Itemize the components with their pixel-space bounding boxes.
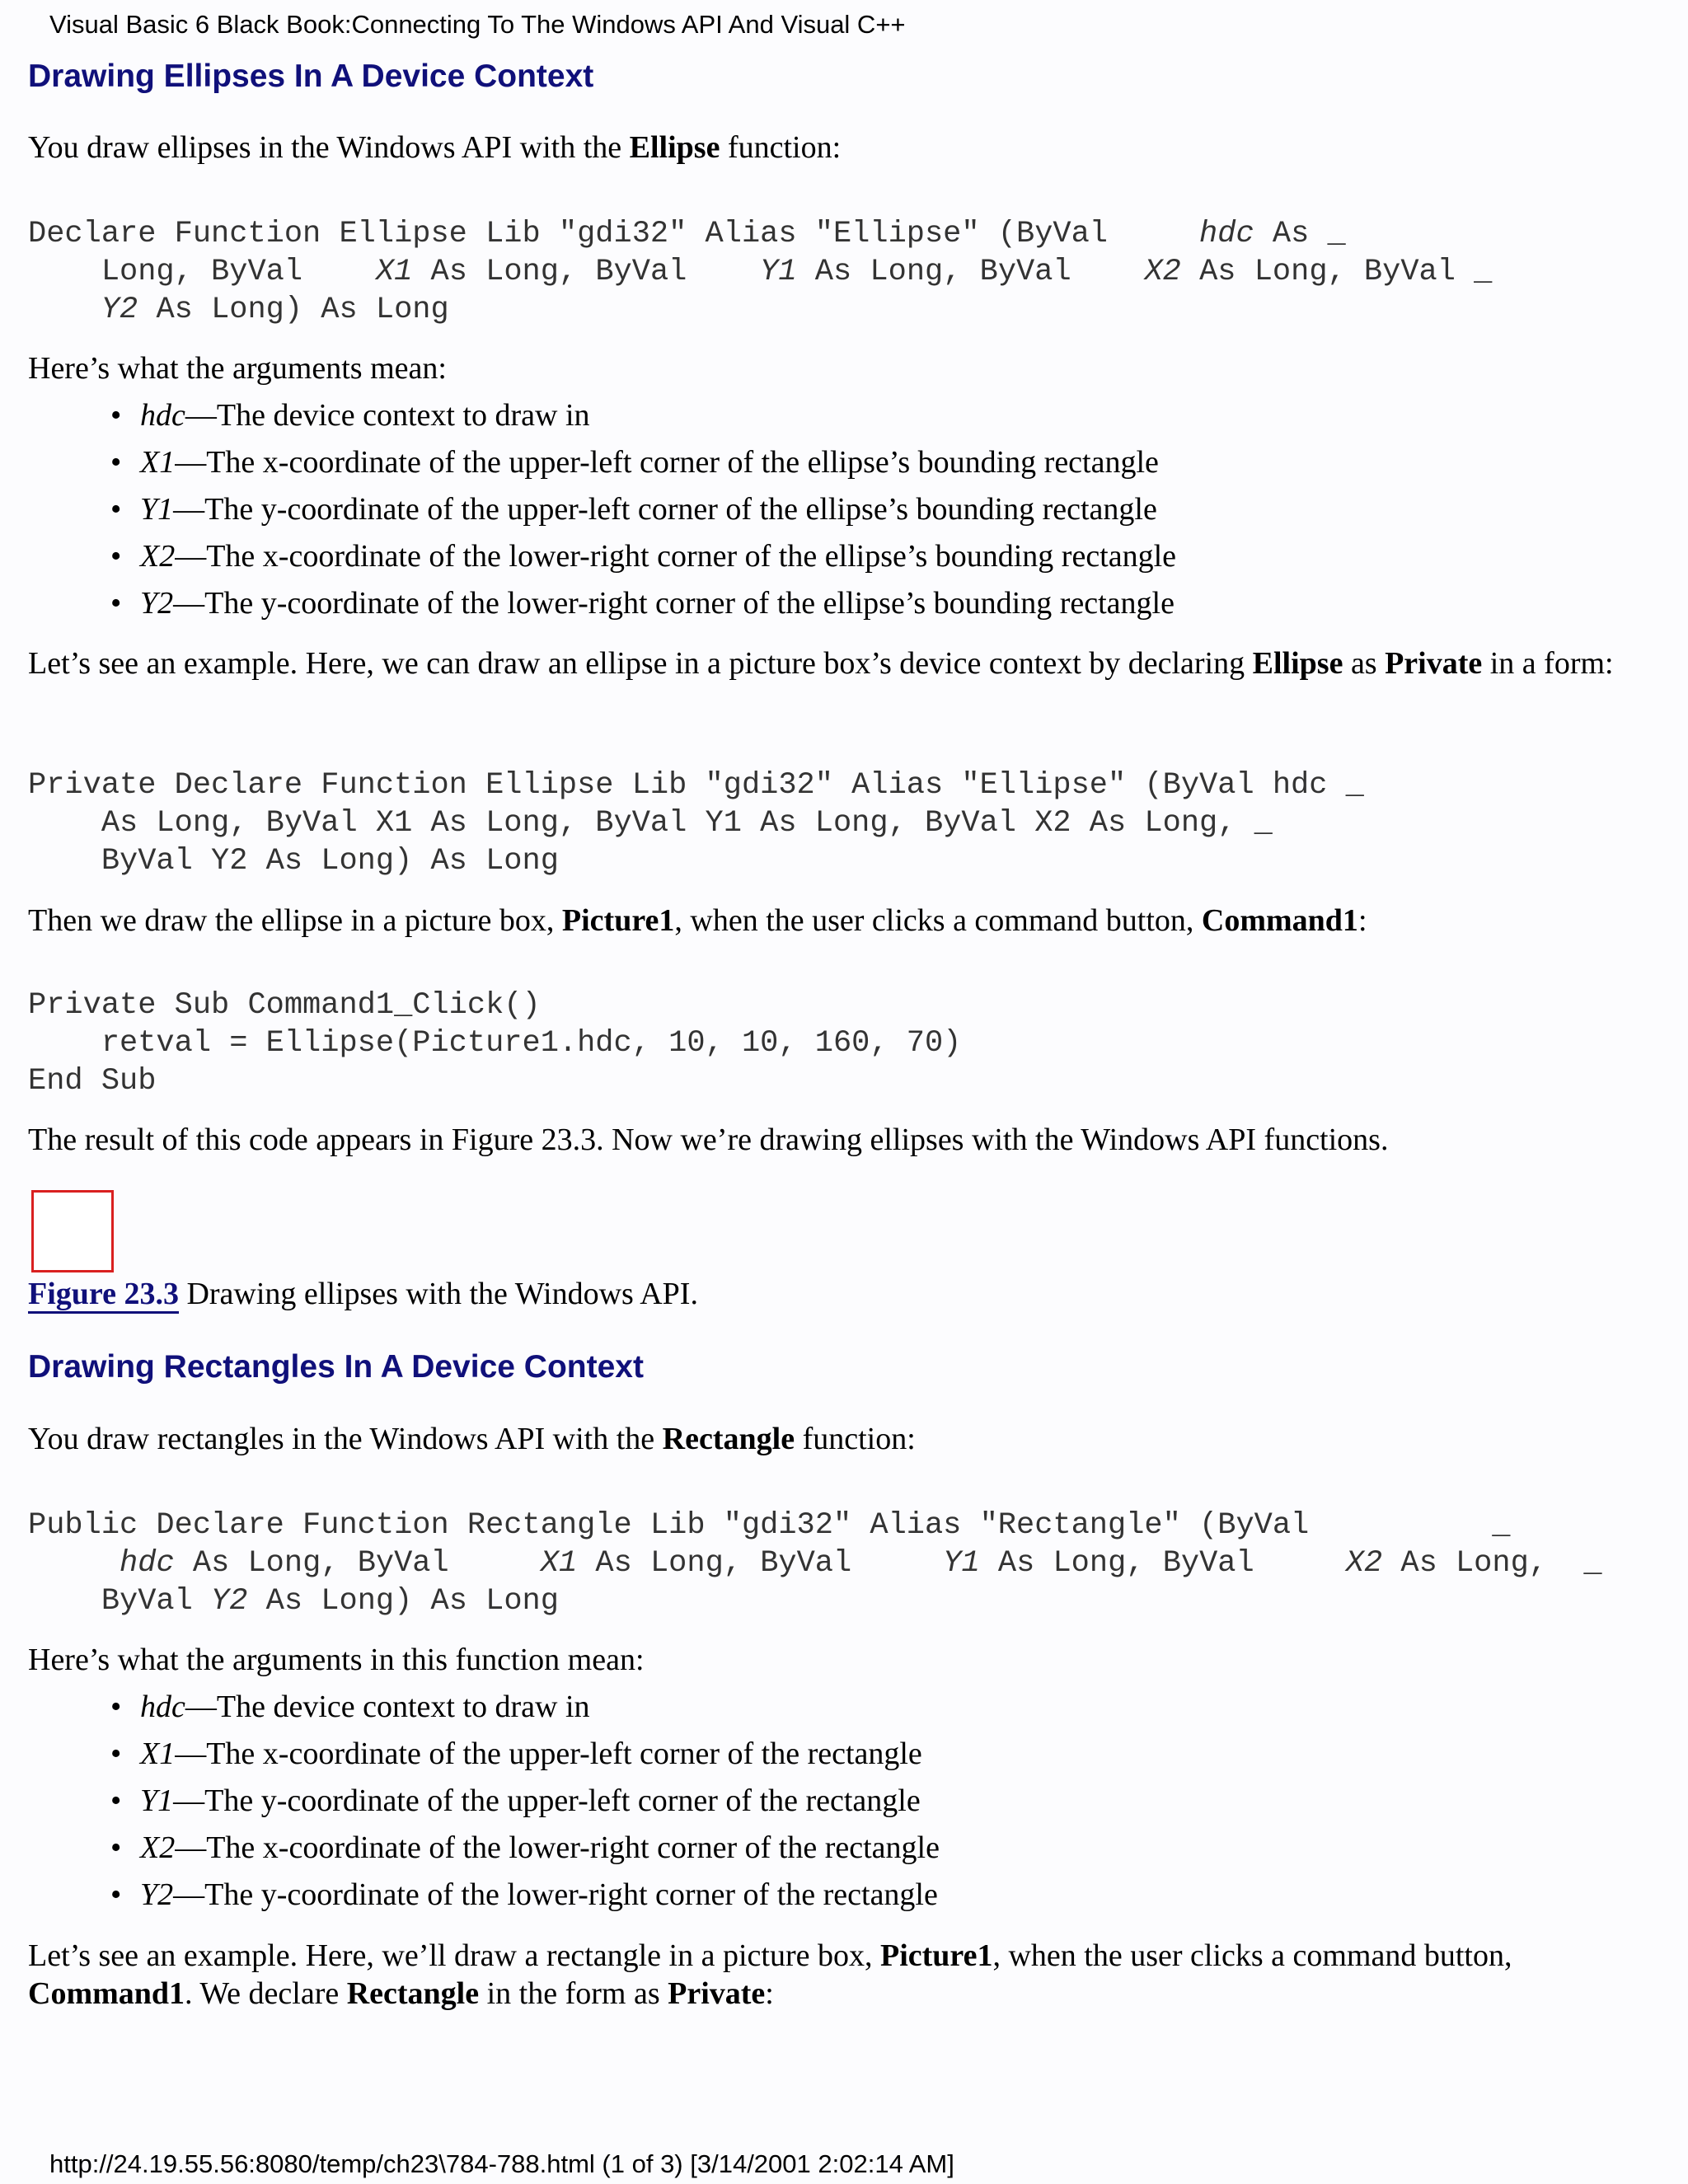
paragraph-text: in the form as (479, 1976, 668, 2011)
bold-term: Rectangle (346, 1976, 480, 2011)
paragraph-text: Then we draw the ellipse in a picture box, (28, 903, 562, 938)
ellipse-function-name: Ellipse (629, 130, 720, 165)
code-text: As Long, ByVal (577, 1546, 944, 1581)
code-text: As Long, ByVal (979, 1546, 1346, 1581)
code-text (28, 1546, 120, 1581)
list-item (28, 1778, 940, 1825)
bold-term: Private (668, 1976, 766, 2011)
bold-term: Private (1385, 646, 1483, 681)
arg-name: X1 (140, 1736, 176, 1771)
arg-name: hdc (140, 398, 185, 433)
rectangle-declaration-code (28, 1507, 1602, 1620)
arg-description: —The device context to draw in (185, 1690, 590, 1724)
code-text: As Long, ByVal (412, 255, 761, 289)
code-text: As Long, ByVal _ (1180, 255, 1493, 289)
paragraph-text: Let’s see an example. Here, we can draw an ellipse in a picture box’s device context by declaring (28, 646, 1253, 681)
ellipse-private-declaration-code: Private Declare Function Ellipse Lib "gdi32" Alias "Ellipse" (ByVal hdc _ As Long, ByVal X1 As Long, ByVal Y1 As Long, ByVal X2 As Long, _ ByVal Y2 As Long) As Long (28, 768, 1364, 879)
paragraph-text: in a form: (1482, 646, 1614, 681)
arg-description: —The x-coordinate of the upper-left corner of the ellipse’s bounding rectangle (175, 445, 1159, 480)
arg-name: X1 (140, 445, 176, 480)
page-header-title: Visual Basic 6 Black Book:Connecting To The Windows API And Visual C++ (49, 10, 906, 39)
list-item (28, 392, 1176, 439)
paragraph-text: : (1357, 903, 1367, 938)
arg-name: hdc (140, 1690, 185, 1724)
code-text: As Long, _ (1382, 1546, 1602, 1581)
bold-term: Command1 (28, 1976, 185, 2011)
rectangle-section-heading: Drawing Rectangles In A Device Context (28, 1349, 644, 1385)
ellipse-result-paragraph: The result of this code appears in Figure 23.3. Now we’re drawing ellipses with the Windows API functions. (28, 1122, 1389, 1157)
bold-term: Ellipse (1252, 646, 1343, 681)
paragraph-text: , when the user clicks a command button, (992, 1938, 1512, 1973)
ellipse-intro-tail: function: (720, 130, 842, 165)
code-text: Declare Function Ellipse Lib "gdi32" Alias "Ellipse" (ByVal (28, 217, 1200, 251)
ellipse-args-list (28, 392, 1176, 627)
code-text: Public Declare Function Rectangle Lib "gdi32" Alias "Rectangle" (ByVal _ (28, 1508, 1511, 1543)
paragraph-text: . We declare (185, 1976, 347, 2011)
arg-name: X2 (140, 1830, 176, 1865)
rectangle-example-paragraph (28, 1937, 1643, 2013)
rectangle-intro-paragraph (28, 1420, 1643, 1458)
code-arg-hdc: hdc (120, 1546, 175, 1581)
code-arg-hdc: hdc (1199, 217, 1254, 251)
code-text: As Long, ByVal (174, 1546, 541, 1581)
paragraph-text: : (765, 1976, 774, 2011)
list-item (28, 1684, 940, 1731)
figure-caption (28, 1275, 698, 1313)
code-text: ByVal (28, 1584, 212, 1619)
ellipse-args-intro: Here’s what the arguments mean: (28, 351, 447, 386)
arg-description: —The x-coordinate of the lower-right corner of the ellipse’s bounding rectangle (175, 539, 1177, 574)
paragraph-text: as (1343, 646, 1386, 681)
code-text: As _ (1254, 217, 1346, 251)
rectangle-args-intro: Here’s what the arguments in this function mean: (28, 1643, 645, 1677)
bold-term: Picture1 (879, 1938, 993, 1973)
page-footer-url: http://24.19.55.56:8080/temp/ch23\784-788.html (1 of 3) [3/14/2001 2:02:14 AM] (49, 2149, 954, 2178)
code-text: As Long) As Long (138, 293, 449, 327)
ellipse-declaration-code (28, 215, 1492, 329)
ellipse-example-paragraph (28, 644, 1643, 682)
code-text: Long, ByVal (28, 255, 376, 289)
list-item (28, 1872, 940, 1919)
arg-description: —The x-coordinate of the lower-right corner of the rectangle (175, 1830, 940, 1865)
arg-description: —The y-coordinate of the lower-right corner of the ellipse’s bounding rectangle (173, 586, 1175, 621)
code-arg-x2: X2 (1144, 255, 1181, 289)
ellipse-intro-paragraph (28, 129, 1643, 166)
code-arg-x2: X2 (1345, 1546, 1383, 1581)
code-arg-y2: Y2 (101, 293, 138, 327)
arg-name: Y2 (140, 1877, 174, 1912)
rectangle-function-name: Rectangle (662, 1422, 795, 1456)
code-arg-y1: Y1 (760, 255, 797, 289)
arg-description: —The y-coordinate of the upper-left corner of the ellipse’s bounding rectangle (173, 492, 1157, 527)
figure-caption-text: Drawing ellipses with the Windows API. (178, 1277, 698, 1311)
code-arg-y2: Y2 (211, 1584, 248, 1619)
bold-term: Command1 (1201, 903, 1358, 938)
ellipse-section-heading: Drawing Ellipses In A Device Context (28, 59, 594, 94)
ellipse-then-paragraph (28, 902, 1643, 940)
arg-description: —The device context to draw in (185, 398, 590, 433)
code-arg-y1: Y1 (943, 1546, 980, 1581)
paragraph-text: function: (795, 1422, 916, 1456)
list-item (28, 486, 1176, 533)
code-text: As Long) As Long (247, 1584, 559, 1619)
arg-name: X2 (140, 539, 176, 574)
arg-name: Y1 (140, 492, 174, 527)
code-arg-x1: X1 (375, 255, 413, 289)
list-item (28, 533, 1176, 580)
paragraph-text: You draw rectangles in the Windows API with the (28, 1422, 663, 1456)
arg-description: —The x-coordinate of the upper-left corner of the rectangle (175, 1736, 922, 1771)
code-arg-x1: X1 (540, 1546, 578, 1581)
paragraph-text: Let’s see an example. Here, we’ll draw a rectangle in a picture box, (28, 1938, 880, 1973)
list-item (28, 580, 1176, 627)
ellipse-click-code: Private Sub Command1_Click() retval = Ellipse(Picture1.hdc, 10, 10, 160, 70) End Sub (28, 988, 962, 1099)
rectangle-args-list (28, 1684, 940, 1919)
figure-link[interactable]: Figure 23.3 (28, 1277, 179, 1314)
code-text (28, 293, 101, 327)
figure-image-placeholder[interactable] (31, 1190, 114, 1272)
arg-description: —The y-coordinate of the lower-right corner of the rectangle (173, 1877, 938, 1912)
ellipse-intro-text: You draw ellipses in the Windows API with the (28, 130, 630, 165)
list-item (28, 1825, 940, 1872)
bold-term: Picture1 (561, 903, 675, 938)
arg-description: —The y-coordinate of the upper-left corner of the rectangle (173, 1783, 921, 1818)
paragraph-text: , when the user clicks a command button, (674, 903, 1202, 938)
list-item (28, 439, 1176, 486)
list-item (28, 1731, 940, 1778)
arg-name: Y1 (140, 1783, 174, 1818)
code-text: As Long, ByVal (796, 255, 1145, 289)
arg-name: Y2 (140, 586, 174, 621)
